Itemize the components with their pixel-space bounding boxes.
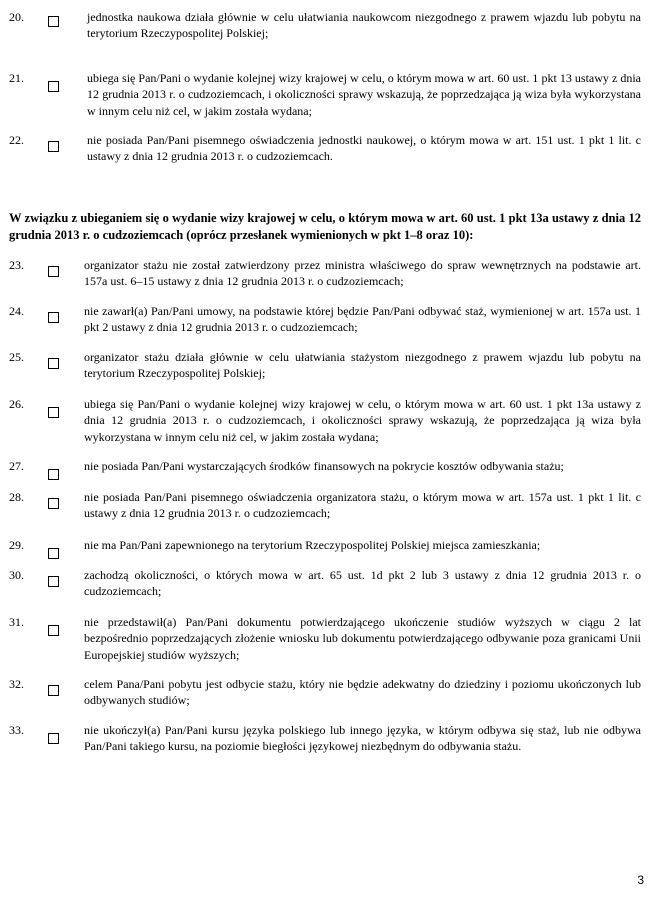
- checkbox[interactable]: [48, 407, 59, 418]
- item-text: organizator stażu działa głównie w celu ułatwiania stażystom niezgodnego z prawem wjazdu lub pobytu na terytorium Rzeczypospolitej Polskiej;: [84, 350, 641, 381]
- item-number: 29.: [9, 538, 24, 552]
- item-text: nie ukończył(a) Pan/Pani kursu języka polskiego lub innego języka, w którym odbywa się staż, lub nie odbywa Pan/Pani takiego kursu, na poziomie biegłości językowej niezbędnym do odbywania stażu.: [84, 723, 641, 754]
- checkbox[interactable]: [48, 266, 59, 277]
- checkbox[interactable]: [48, 733, 59, 744]
- item-text: nie przedstawił(a) Pan/Pani dokumentu potwierdzającego ukończenie studiów wyższych w ciągu 2 lat bezpośrednio poprzedzających złożenie wniosku lub dokumentu potwierdzającego odbywanie poza granicami Unii Europejskiej studiów wyższych;: [84, 615, 641, 662]
- checkbox[interactable]: [48, 498, 59, 509]
- item-number: 26.: [9, 397, 24, 411]
- checkbox[interactable]: [48, 16, 59, 27]
- checkbox[interactable]: [48, 81, 59, 92]
- item-number: 23.: [9, 258, 24, 272]
- item-number: 24.: [9, 304, 24, 318]
- item-text: celem Pana/Pani pobytu jest odbycie stażu, który nie będzie adekwatny do dziedziny i poziomu ukończonych lub odbywanych studiów;: [84, 677, 641, 708]
- checkbox[interactable]: [48, 141, 59, 152]
- item-text: nie posiada Pan/Pani pisemnego oświadczenia jednostki naukowej, o którym mowa w art. 151 ust. 1 pkt 1 lit. c ustawy z dnia 12 grudnia 2013 r. o cudzoziemcach.: [87, 133, 641, 164]
- item-number: 22.: [9, 133, 24, 147]
- section-heading: W związku z ubieganiem się o wydanie wizy krajowej w celu, o którym mowa w art. 60 ust. 1 pkt 13a ustawy z dnia 12 grudnia 2013 r. o cudzoziemcach (oprócz przesłanek wymienionych w pkt 1–8 oraz 10):: [9, 211, 641, 242]
- checkbox[interactable]: [48, 625, 59, 636]
- item-text: nie ma Pan/Pani zapewnionego na terytorium Rzeczypospolitej Polskiej miejsca zamieszkania;: [84, 538, 541, 552]
- checkbox[interactable]: [48, 469, 59, 480]
- item-number: 28.: [9, 490, 24, 504]
- item-number: 30.: [9, 568, 24, 582]
- item-text: organizator stażu nie został zatwierdzony przez ministra właściwego do spraw wewnętrznych na podstawie art. 157a ust. 6–15 ustawy z dnia 12 grudnia 2013 r. o cudzoziemcach;: [84, 258, 641, 289]
- checkbox[interactable]: [48, 576, 59, 587]
- checkbox[interactable]: [48, 312, 59, 323]
- item-text: nie zawarł(a) Pan/Pani umowy, na podstawie której będzie Pan/Pani odbywać staż, wymienionej w art. 157a ust. 1 pkt 2 ustawy z dnia 12 grudnia 2013 r. o cudzoziemcach;: [84, 304, 641, 335]
- checkbox[interactable]: [48, 685, 59, 696]
- checkbox[interactable]: [48, 548, 59, 559]
- item-text: jednostka naukowa działa głównie w celu ułatwiania naukowcom niezgodnego z prawem wjazdu lub pobytu na terytorium Rzeczypospolitej Polskiej;: [87, 10, 641, 41]
- page-number: 3: [637, 873, 644, 887]
- item-number: 33.: [9, 723, 24, 737]
- item-text: nie posiada Pan/Pani pisemnego oświadczenia organizatora stażu, o którym mowa w art. 157a ust. 1 pkt 1 lit. c ustawy z dnia 12 grudnia 2013 r. o cudzoziemcach;: [84, 490, 641, 521]
- item-number: 31.: [9, 615, 24, 629]
- item-text: nie posiada Pan/Pani wystarczających środków finansowych na pokrycie kosztów odbywania stażu;: [84, 459, 564, 473]
- checkbox[interactable]: [48, 358, 59, 369]
- item-text: ubiega się Pan/Pani o wydanie kolejnej wizy krajowej w celu, o którym mowa w art. 60 ust. 1 pkt 13a ustawy z dnia 12 grudnia 2013 r. o cudzoziemcach, i okoliczności sprawy wskazują, że poprzedzająca ją wiza była wykorzystana w innym celu niż cel, w jakim została wydana;: [84, 397, 641, 444]
- item-number: 25.: [9, 350, 24, 364]
- item-number: 27.: [9, 459, 24, 473]
- item-text: ubiega się Pan/Pani o wydanie kolejnej wizy krajowej w celu, o którym mowa w art. 60 ust. 1 pkt 13 ustawy z dnia 12 grudnia 2013 r. o cudzoziemcach, i okoliczności sprawy wskazują, że poprzedzająca ją wiza była wykorzystana w innym celu niż cel, w jakim została wydana;: [87, 71, 641, 118]
- item-number: 32.: [9, 677, 24, 691]
- item-text: zachodzą okoliczności, o których mowa w art. 65 ust. 1d pkt 2 lub 3 ustawy z dnia 12 grudnia 2013 r. o cudzoziemcach;: [84, 568, 641, 599]
- item-number: 20.: [9, 10, 24, 24]
- item-number: 21.: [9, 71, 24, 85]
